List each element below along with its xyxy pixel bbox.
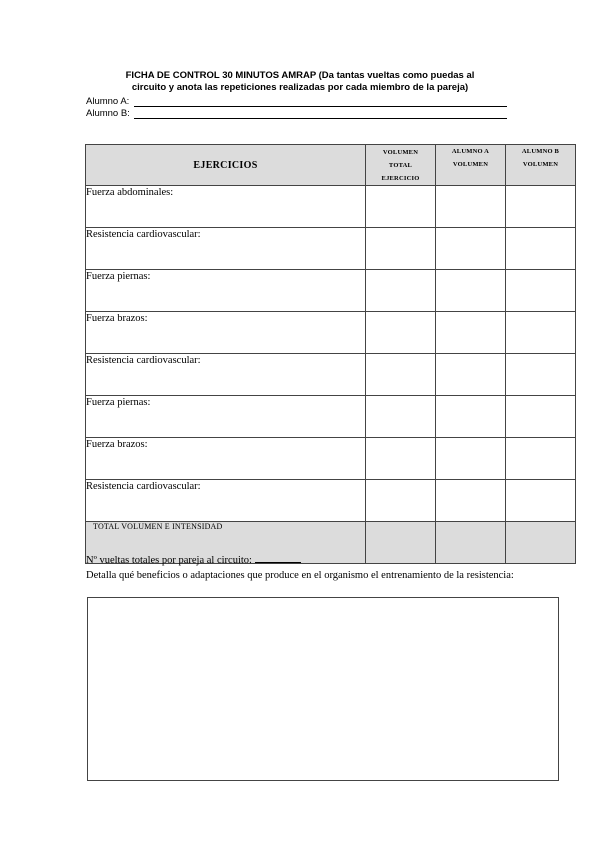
answer-box[interactable] xyxy=(87,597,559,781)
exercise-label: Fuerza brazos: xyxy=(86,312,366,354)
volumen-total-cell[interactable] xyxy=(366,270,436,312)
title-line-1: FICHA DE CONTROL 30 MINUTOS AMRAP (Da tantas vueltas como puedas al xyxy=(125,70,475,81)
alumno-a-cell[interactable] xyxy=(436,228,506,270)
exercise-label: Fuerza piernas: xyxy=(86,270,366,312)
table-row xyxy=(86,228,576,270)
title-line-2: circuito y anota las repeticiones realizadas por cada miembro de la pareja) xyxy=(131,82,469,93)
total-alumno-b-cell[interactable] xyxy=(506,522,576,564)
alumno-b-blank-line[interactable] xyxy=(134,118,507,119)
alumno-a-cell[interactable] xyxy=(436,354,506,396)
alumno-b-cell[interactable] xyxy=(506,228,576,270)
header-alumno-b-line-2: VOLUMEN xyxy=(522,161,559,168)
header-volumen-total-line-1: VOLUMEN xyxy=(382,148,419,156)
exercise-label: Resistencia cardiovascular: xyxy=(86,228,366,270)
volumen-total-cell[interactable] xyxy=(366,396,436,438)
volumen-total-cell[interactable] xyxy=(366,354,436,396)
total-label: TOTAL VOLUMEN E INTENSIDAD xyxy=(86,522,366,564)
volumen-total-cell[interactable] xyxy=(366,438,436,480)
alumno-a-cell[interactable] xyxy=(436,396,506,438)
alumno-b-label: Alumno B: xyxy=(86,108,130,119)
alumno-b-cell[interactable] xyxy=(506,354,576,396)
detalla-prompt: Detalla qué beneficios o adaptaciones que produce en el organismo el entrenamiento de la resistencia: xyxy=(86,570,514,581)
volumen-total-cell[interactable] xyxy=(366,186,436,228)
header-volumen-total-line-2: TOTAL xyxy=(388,161,413,169)
exercise-label: Fuerza abdominales: xyxy=(86,186,366,228)
header-alumno-a-line-1: ALUMNO A xyxy=(451,148,490,155)
exercise-label: Resistencia cardiovascular: xyxy=(86,480,366,522)
table-row xyxy=(86,354,576,396)
vueltas-label: Nº vueltas totales por pareja al circuito: xyxy=(86,555,252,566)
alumno-a-cell[interactable] xyxy=(436,186,506,228)
volumen-total-cell[interactable] xyxy=(366,312,436,354)
worksheet-title xyxy=(95,70,505,94)
alumno-b-cell[interactable] xyxy=(506,438,576,480)
volumen-total-cell[interactable] xyxy=(366,480,436,522)
header-volumen-total-line-3: EJERCICIO xyxy=(381,174,420,182)
table-row xyxy=(86,270,576,312)
table-row xyxy=(86,396,576,438)
alumno-b-cell[interactable] xyxy=(506,270,576,312)
header-alumno-b-line-1: ALUMNO B xyxy=(521,148,560,155)
total-volumen-cell[interactable] xyxy=(366,522,436,564)
header-volumen-total xyxy=(366,145,436,186)
alumno-a-blank-line[interactable] xyxy=(134,106,507,107)
vueltas-blank-line[interactable] xyxy=(255,552,301,563)
exercise-label: Resistencia cardiovascular: xyxy=(86,354,366,396)
total-alumno-a-cell[interactable] xyxy=(436,522,506,564)
alumno-b-cell[interactable] xyxy=(506,480,576,522)
header-alumno-a-line-2: VOLUMEN xyxy=(452,161,489,168)
alumno-b-cell[interactable] xyxy=(506,312,576,354)
header-alumno-a xyxy=(436,145,506,186)
alumno-a-field[interactable] xyxy=(86,96,129,108)
alumno-b-cell[interactable] xyxy=(506,396,576,438)
exercise-label: Fuerza piernas: xyxy=(86,396,366,438)
alumno-b-cell[interactable] xyxy=(506,186,576,228)
header-ejercicios: EJERCICIOS xyxy=(86,145,366,186)
table-row xyxy=(86,312,576,354)
table-row xyxy=(86,480,576,522)
control-table xyxy=(85,144,576,564)
table-row xyxy=(86,186,576,228)
table-header-row xyxy=(86,145,576,186)
alumno-a-cell[interactable] xyxy=(436,312,506,354)
header-alumno-b xyxy=(506,145,576,186)
alumno-a-cell[interactable] xyxy=(436,270,506,312)
alumno-a-cell[interactable] xyxy=(436,438,506,480)
alumno-a-cell[interactable] xyxy=(436,480,506,522)
alumno-a-label: Alumno A: xyxy=(86,96,130,107)
volumen-total-cell[interactable] xyxy=(366,228,436,270)
table-row xyxy=(86,438,576,480)
exercise-label: Fuerza brazos: xyxy=(86,438,366,480)
vueltas-field[interactable] xyxy=(86,552,301,567)
alumno-b-field[interactable] xyxy=(86,108,130,120)
